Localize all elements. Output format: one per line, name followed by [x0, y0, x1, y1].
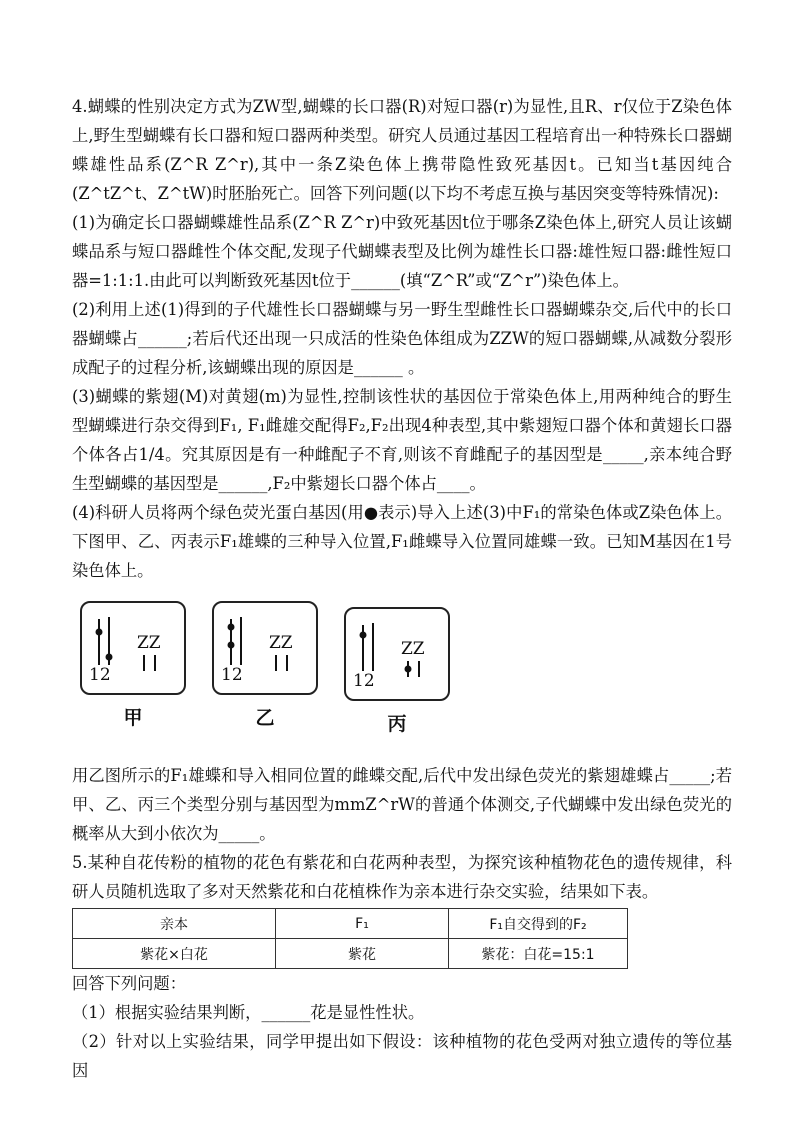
q4-part4-question: 用乙图所示的F₁雄蝶和导入相同位置的雌蝶交配,后代中发出绿色荧光的紫翅雄蝶占_____;若甲、乙、丙三个类型分别与基因型为mmZ^rW的普通个体测交,子代蝴蝶中发出绿色荧光的概率从大到小依次为_____。 — [72, 766, 732, 843]
gfp-gene-marker — [96, 629, 103, 636]
figure-label-yi: 乙 — [255, 707, 275, 729]
table-header: F₁自交得到的F₂ — [449, 909, 628, 939]
chromosome-numbers: 12 — [353, 671, 375, 691]
q4-part1: (1)为确定长口器蝴蝶雄性品系(Z^R Z^r)中致死基因t位于哪条Z染色体上,研究人员让该蝴蝶品系与短口器雌性个体交配,发现子代蝴蝶表型及比例为雄性长口器:雄性短口器:雌性短口器=1:1:1.由此可以判断致死基因t位于______(填“Z^R”或“Z^r”)染色体上。 — [72, 213, 732, 290]
table-row — [73, 939, 628, 969]
table-cell: 紫花：白花=15:1 — [449, 939, 628, 969]
figure-bing — [344, 607, 450, 735]
results-table — [72, 908, 628, 969]
table-header-row — [73, 909, 628, 939]
figure-jia — [80, 601, 186, 729]
document-body — [72, 92, 732, 1085]
q4-part2: (2)利用上述(1)得到的子代雄性长口器蝴蝶与另一野生型雌性长口器蝴蝶杂交,后代中的长口器蝴蝶占______;若后代还出现一只成活的性染色体组成为ZZW的短口器蝴蝶,从减数分裂形成配子的过程分析,该蝴蝶出现的原因是______ 。 — [72, 300, 732, 377]
gfp-gene-marker — [106, 654, 113, 661]
chromosome-numbers: 12 — [221, 665, 243, 685]
gfp-gene-marker — [228, 642, 235, 649]
q5-stem: 5.某种自花传粉的植物的花色有紫花和白花两种表型，为探究该种植物花色的遗传规律，科研人员随机选取了多对天然紫花和白花植株作为亲本进行杂交实验，结果如下表。 — [72, 853, 732, 901]
q5-part1: （1）根据实验结果判断，______花是显性性状。 — [72, 1003, 425, 1022]
q4-part3: (3)蝴蝶的紫翅(M)对黄翅(m)为显性,控制该性状的基因位于常染色体上,用两种纯合的野生型蝴蝶进行杂交得到F₁, F₁雌雄交配得F₂,F₂出现4种表型,其中紫翅短口器个体和黄翅长口器个体各占1/4。究其原因是有一种雌配子不育,则该不育雌配子的基因型是_____,亲本纯合野生型蝴蝶的基因型是______,F₂中紫翅长口器个体占____。 — [72, 387, 732, 493]
z-chromosome-label: ZZ — [401, 639, 425, 659]
gfp-gene-marker — [405, 666, 412, 673]
gfp-gene-marker — [360, 632, 367, 639]
q4-part4: (4)科研人员将两个绿色荧光蛋白基因(用●表示)导入上述(3)中F₁的常染色体或Z染色体上。下图甲、乙、丙表示F₁雄蝶的三种导入位置,F₁雌蝶导入位置同雄蝶一致。已知M基因在1号染色体上。 — [72, 503, 732, 580]
z-chromosome-label: ZZ — [269, 633, 293, 653]
table-cell: 紫花 — [276, 939, 449, 969]
table-header: 亲本 — [73, 909, 276, 939]
table-header: F₁ — [276, 909, 449, 939]
chromosome-numbers: 12 — [89, 665, 111, 685]
figure-label-bing: 丙 — [387, 713, 407, 735]
table-cell: 紫花×白花 — [73, 939, 276, 969]
q4-stem: 4.蝴蝶的性别决定方式为ZW型,蝴蝶的长口器(R)对短口器(r)为显性,且R、r仅位于Z染色体上,野生型蝴蝶有长口器和短口器两种类型。研究人员通过基因工程培育出一种特殊长口器蝴蝶雄性品系(Z^R Z^r),其中一条Z染色体上携带隐性致死基因t。已知当t基因纯合(Z^tZ^t、Z^tW)时胚胎死亡。回答下列问题(以下均不考虑互换与基因突变等特殊情况): — [72, 97, 732, 203]
figure-label-jia: 甲 — [123, 707, 143, 729]
gfp-gene-marker — [228, 624, 235, 631]
q5-prompt: 回答下列问题： — [72, 974, 186, 993]
chromosome-figures — [72, 591, 732, 761]
z-chromosome-label: ZZ — [137, 633, 161, 653]
q5-part2: （2）针对以上实验结果，同学甲提出如下假设：该种植物的花色受两对独立遗传的等位基因 — [72, 1032, 732, 1080]
figure-yi — [212, 601, 318, 729]
